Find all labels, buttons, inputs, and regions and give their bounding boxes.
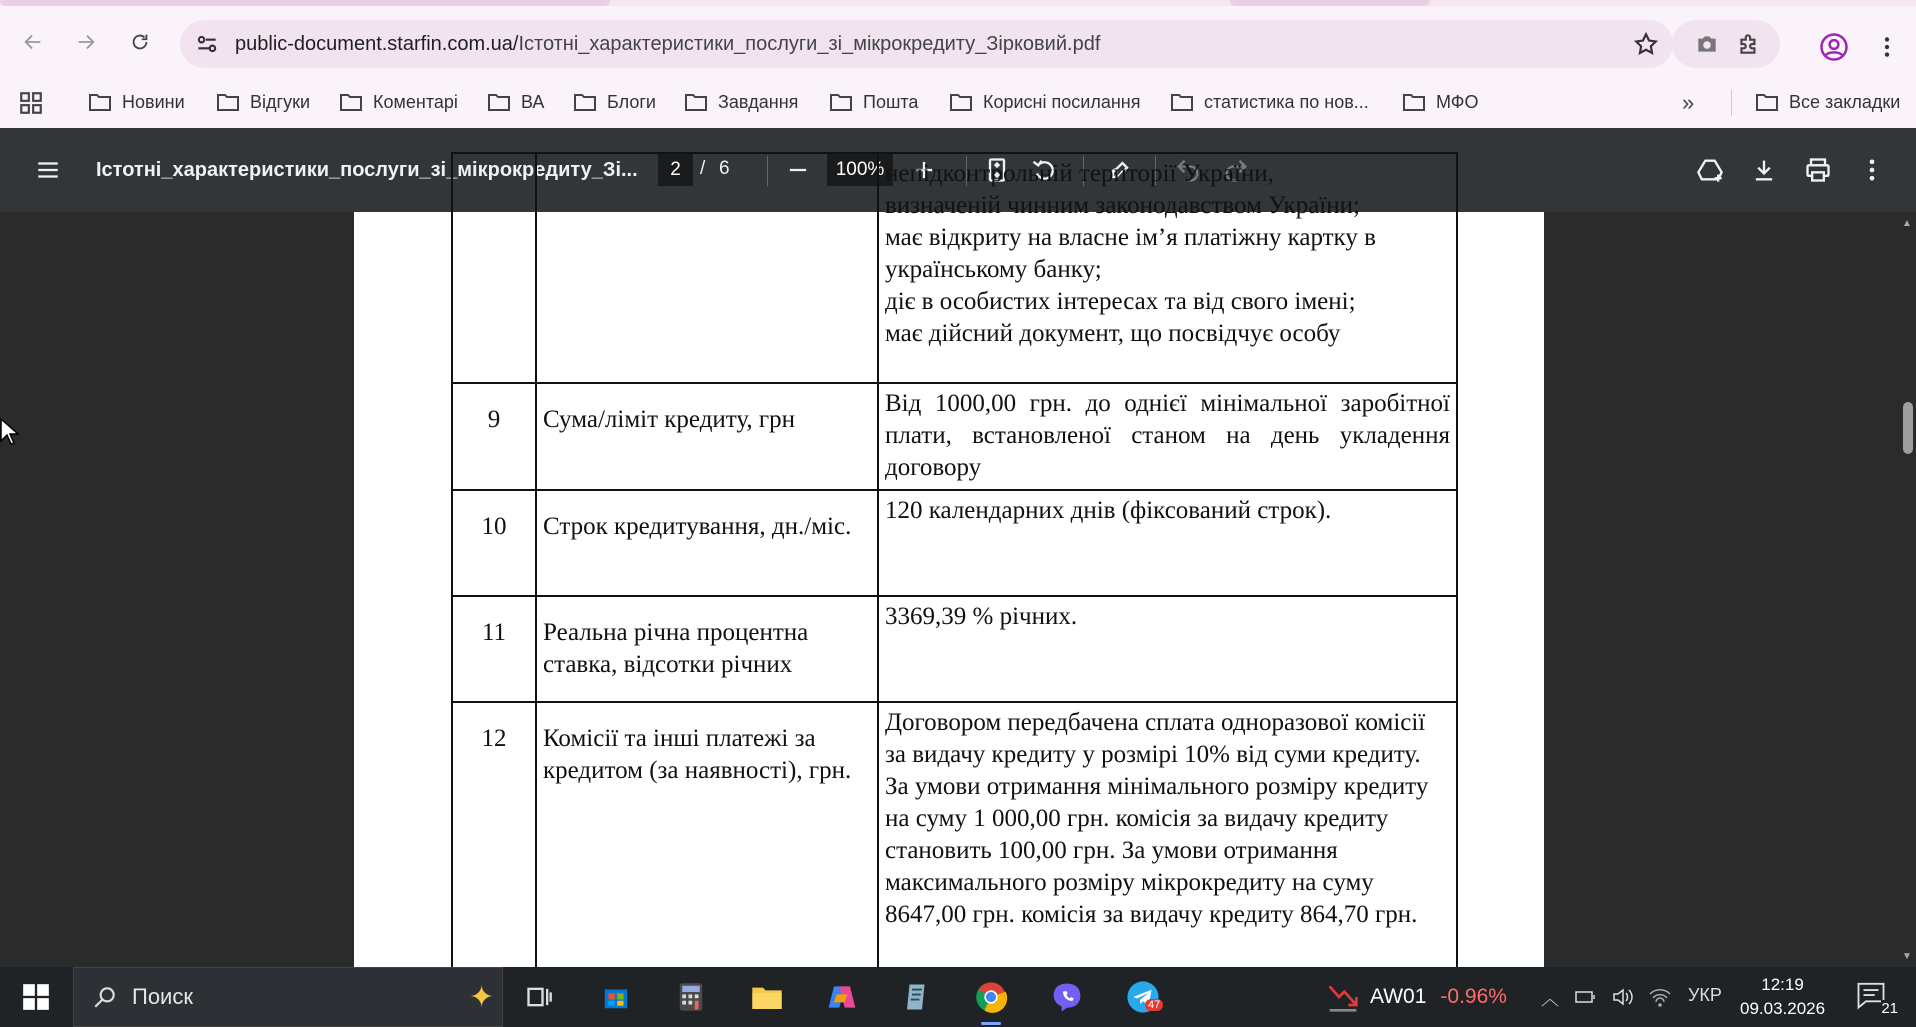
bookmark-label: Завдання	[718, 91, 799, 112]
drive-save-icon[interactable]	[1696, 156, 1724, 184]
table-row	[452, 383, 1457, 490]
row-number: 9	[452, 383, 536, 490]
bookmark-label: Відгуки	[250, 91, 311, 112]
taskbar-viber[interactable]	[1047, 977, 1087, 1017]
camera-icon[interactable]	[1694, 31, 1720, 57]
volume-icon[interactable]	[1611, 987, 1635, 1007]
cell-line: має дійсний документ, що посвідчує особу	[885, 320, 1341, 347]
more-options-icon[interactable]	[1858, 156, 1886, 184]
sidebar-menu-icon[interactable]	[35, 157, 61, 183]
bookmark-label: Блоги	[607, 91, 656, 112]
bookmark-label: ВА	[521, 91, 545, 112]
folder-icon	[339, 92, 363, 112]
reload-icon	[129, 31, 151, 53]
page-separator: /	[700, 158, 706, 179]
bookmark-folder[interactable]	[949, 86, 1140, 118]
row-name: Реальна річна процентна ставка, відсотки річних	[536, 596, 878, 702]
bookmark-label: Корисні посилання	[983, 91, 1141, 112]
show-hidden-icons-chevron-icon[interactable]: ︿	[1541, 989, 1559, 1009]
folder-icon	[949, 92, 973, 112]
row-value: 3369,39 % річних.	[878, 596, 1457, 702]
bookmarks-divider	[1731, 90, 1732, 116]
table-row	[452, 490, 1457, 596]
row-value: 120 календарних днів (фіксований строк).	[878, 490, 1457, 596]
bookmark-folder[interactable]	[216, 86, 310, 118]
folder-icon	[573, 92, 597, 112]
stock-down-chart-icon	[1326, 981, 1360, 1013]
all-bookmarks-label: Все закладки	[1789, 91, 1901, 112]
search-icon	[92, 984, 118, 1010]
arrow-left-icon	[22, 31, 44, 53]
cell-line: діє в особистих інтересах та від свого імені;	[885, 288, 1356, 315]
vertical-scrollbar[interactable]	[1898, 212, 1916, 967]
cell-line: українському банку;	[885, 256, 1102, 283]
table-cell	[536, 153, 878, 383]
folder-icon	[684, 92, 708, 112]
bookmark-label: Коментарі	[373, 91, 458, 112]
taskbar-copilot[interactable]	[822, 977, 862, 1017]
chrome-icon	[975, 981, 1007, 1013]
taskbar-file-explorer[interactable]	[747, 977, 787, 1017]
print-icon[interactable]	[1804, 156, 1832, 184]
url-path: Істотні_характеристики_послуги_зі_мікрокредиту_Зірковий.pdf	[518, 33, 1101, 55]
notification-center[interactable]	[1856, 981, 1898, 1017]
apps-grid-icon[interactable]	[18, 90, 44, 116]
back-button[interactable]	[15, 24, 51, 60]
row-value: Договором передбачена сплата одноразової комісії за видачу кредиту у розмірі 10% від суми кредиту. За умови отримання мінімального розміру кредиту на суму 1 000,00 грн. комісія за видачу кредиту становить 100,00 грн. За умови отримання максимального розміру мікрокредиту на суму 8647,00 грн. комісія за видачу кредиту 864,70 грн.	[878, 702, 1457, 1002]
extension-cluster	[1672, 20, 1780, 68]
cell-line: має відкриту на власне ім’я платіжну картку в	[885, 224, 1376, 251]
store-icon	[601, 982, 631, 1012]
telegram-unread-badge: 47	[1145, 999, 1163, 1011]
bookmark-folder[interactable]	[1402, 86, 1478, 118]
chrome-menu-icon[interactable]	[1874, 32, 1900, 62]
scroll-up-arrow-icon[interactable]: ▲	[1902, 218, 1912, 229]
taskbar-telegram[interactable]	[1123, 977, 1163, 1017]
bookmark-folder[interactable]	[829, 86, 918, 118]
characteristics-table	[451, 152, 1458, 1003]
clock-date: 09.03.2026	[1740, 999, 1826, 1018]
folder-icon	[1755, 92, 1779, 112]
arrow-right-icon	[75, 31, 97, 53]
reload-button[interactable]	[122, 24, 158, 60]
address-bar[interactable]	[180, 20, 1673, 68]
more-bookmarks-chevron-icon[interactable]: »	[1682, 90, 1695, 115]
url-host: public-document.starfin.com.ua/	[235, 33, 519, 55]
copilot-sparkle-icon: ✦	[469, 981, 495, 1014]
wifi-icon[interactable]	[1648, 987, 1672, 1007]
stock-ticker: AW01	[1370, 985, 1427, 1008]
scroll-down-arrow-icon[interactable]: ▼	[1902, 951, 1912, 962]
viber-icon	[1051, 981, 1083, 1013]
page-total: 6	[719, 158, 730, 179]
notepad-icon	[902, 982, 932, 1012]
bookmark-folder[interactable]	[573, 86, 656, 118]
windows-start-icon[interactable]	[22, 983, 50, 1011]
cell-line: непідконтрольній території України,	[885, 160, 1274, 187]
taskbar-calculator[interactable]	[671, 977, 711, 1017]
row-name: Строк кредитування, дн./міс.	[536, 490, 878, 596]
folder-icon	[216, 92, 240, 112]
battery-network-icon[interactable]	[1574, 987, 1598, 1007]
scrollbar-thumb[interactable]	[1903, 402, 1913, 454]
row-name: Комісії та інші платежі за кредитом (за наявності), грн.	[536, 702, 878, 1002]
bookmark-label: МФО	[1436, 91, 1479, 112]
bookmark-folder[interactable]	[1170, 86, 1369, 118]
active-app-indicator	[981, 1022, 1001, 1025]
stock-change: -0.96%	[1440, 985, 1507, 1008]
taskbar-notepad[interactable]	[897, 977, 937, 1017]
table-cell	[452, 153, 536, 383]
notification-count: 21	[1881, 1000, 1898, 1017]
document-title: Істотні_характеристики_послуги_зі_мікрокредиту_Зі...	[96, 159, 638, 181]
row-number: 12	[452, 702, 536, 1002]
mouse-cursor-icon	[0, 418, 18, 446]
row-name: Сума/ліміт кредиту, грн	[536, 383, 878, 490]
folder-icon	[487, 92, 511, 112]
table-cell	[878, 153, 1457, 383]
taskbar	[0, 967, 1916, 1027]
clock-time: 12:19	[1761, 975, 1804, 994]
cell-line: визначеній чинним законодавством України;	[885, 192, 1360, 219]
bookmark-folder[interactable]	[487, 86, 544, 118]
copilot-icon	[826, 981, 858, 1013]
bookmark-folder[interactable]	[339, 86, 458, 118]
table-row	[452, 596, 1457, 702]
clock[interactable]	[1740, 973, 1825, 1021]
taskbar-search[interactable]	[73, 967, 503, 1027]
search-placeholder: Поиск	[132, 984, 193, 1009]
folder-icon	[751, 983, 783, 1011]
forward-button[interactable]	[68, 24, 104, 60]
bookmark-folder[interactable]	[88, 86, 185, 118]
folder-icon	[88, 92, 112, 112]
table-row	[452, 153, 1457, 383]
folder-icon	[1170, 92, 1194, 112]
folder-icon	[1402, 92, 1426, 112]
taskbar-store[interactable]	[596, 977, 636, 1017]
bookmark-label: Новини	[122, 91, 185, 112]
extensions-puzzle-icon[interactable]	[1736, 31, 1762, 57]
table-row	[452, 702, 1457, 1002]
taskbar-chrome[interactable]	[971, 977, 1011, 1017]
profile-avatar-icon[interactable]	[1819, 32, 1849, 62]
stock-widget[interactable]	[1326, 981, 1507, 1013]
calculator-icon	[677, 982, 705, 1012]
bookmarks-bar	[0, 76, 1916, 128]
task-view-icon	[525, 983, 553, 1011]
bookmark-star-icon[interactable]	[1633, 31, 1659, 57]
bookmark-label: статистика по нов...	[1204, 91, 1369, 112]
all-bookmarks-button[interactable]	[1755, 86, 1900, 118]
download-icon[interactable]	[1750, 156, 1778, 184]
url-text[interactable]	[235, 33, 1100, 56]
folder-icon	[829, 92, 853, 112]
row-number: 11	[452, 596, 536, 702]
row-number: 10	[452, 490, 536, 596]
row-value: Від 1000,00 грн. до однієї мінімальної заробітної плати, встановленої станом на день укладення договору	[878, 383, 1457, 490]
language-indicator[interactable]: УКР	[1688, 985, 1722, 1005]
page-number-input[interactable]: 2	[658, 154, 693, 186]
site-settings-icon[interactable]	[194, 31, 220, 57]
bookmark-folder[interactable]	[684, 86, 798, 118]
navigation-bar	[0, 6, 1916, 84]
bookmark-label: Пошта	[863, 91, 919, 112]
zoom-level-input[interactable]: 100%	[827, 154, 893, 186]
task-view-button[interactable]	[519, 977, 559, 1017]
